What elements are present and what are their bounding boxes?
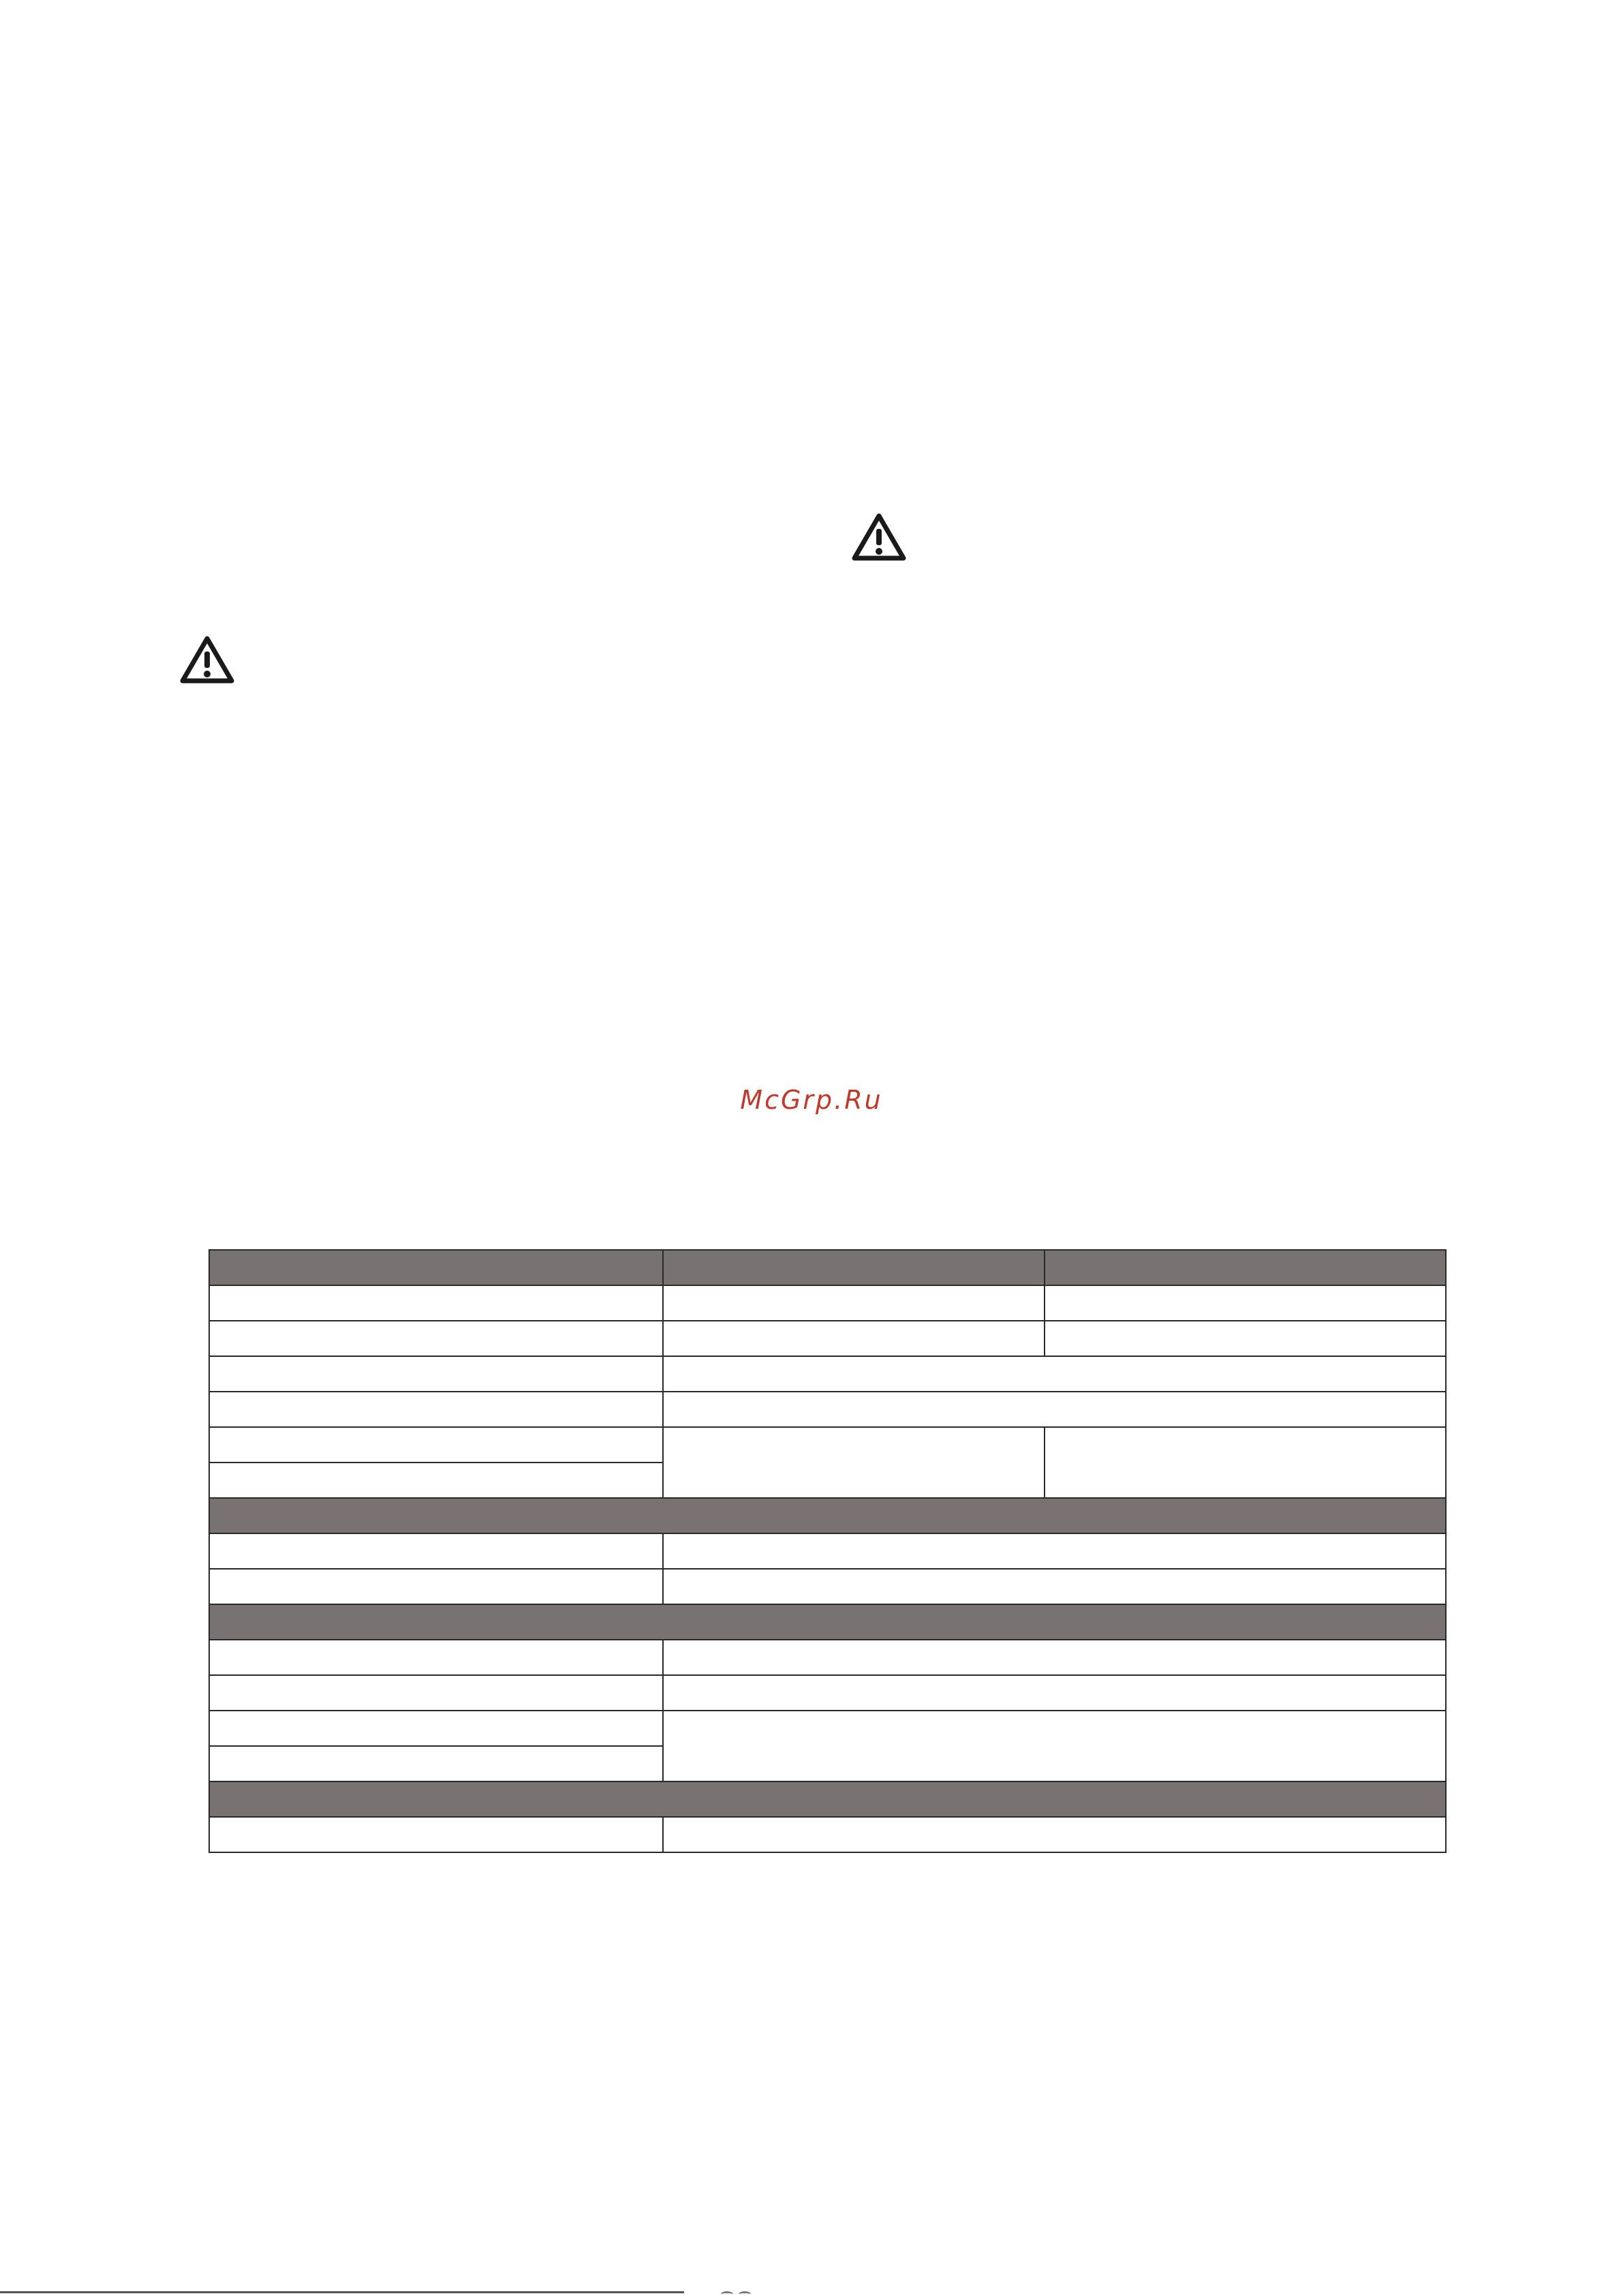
table-row [209,1711,1446,1746]
table-section-header [209,1498,1446,1533]
table-cell [663,1392,1446,1427]
table-cell [663,1711,1446,1781]
table-row [209,1427,1446,1463]
table-cell [209,1746,663,1781]
table-cell [209,1285,663,1321]
warning-triangle-icon [852,512,906,562]
table-cell [663,1675,1446,1711]
table-row [209,1640,1446,1675]
table-header-cell [663,1250,1045,1285]
table-cell [663,1640,1446,1675]
table-section-cell [209,1604,1446,1640]
table-cell [209,1675,663,1711]
table-section-header [209,1781,1446,1817]
table-row [209,1569,1446,1604]
spec-table [208,1249,1447,1853]
table-cell [209,1533,663,1569]
table-cell [663,1533,1446,1569]
table-cell [209,1321,663,1356]
table-cell [209,1356,663,1392]
table-row [209,1533,1446,1569]
table-cell [663,1427,1045,1498]
watermark: McGrp.Ru [740,1085,883,1115]
table-row [209,1321,1446,1356]
table-cell [209,1427,663,1463]
table-cell [663,1356,1446,1392]
table-cell [663,1321,1045,1356]
table-cell [209,1392,663,1427]
footer-mark [721,2287,775,2294]
table-cell [663,1285,1045,1321]
table-section-header [209,1604,1446,1640]
table-row [209,1817,1446,1852]
table-section-cell [209,1781,1446,1817]
table-cell [209,1817,663,1852]
table-cell [663,1569,1446,1604]
table-cell [209,1711,663,1746]
table-cell [663,1817,1446,1852]
table-cell [1045,1285,1446,1321]
table-cell [1045,1321,1446,1356]
warning-triangle-icon [180,635,234,684]
table-header-row [209,1250,1446,1285]
table-row [209,1356,1446,1392]
table-cell [1045,1427,1446,1498]
table-header-cell [209,1250,663,1285]
table-cell [209,1463,663,1498]
table-section-cell [209,1498,1446,1533]
footer-divider [0,2291,684,2293]
table-row [209,1285,1446,1321]
table-cell [209,1569,663,1604]
table-cell [209,1640,663,1675]
table-header-cell [1045,1250,1446,1285]
table-row [209,1675,1446,1711]
table-row [209,1392,1446,1427]
